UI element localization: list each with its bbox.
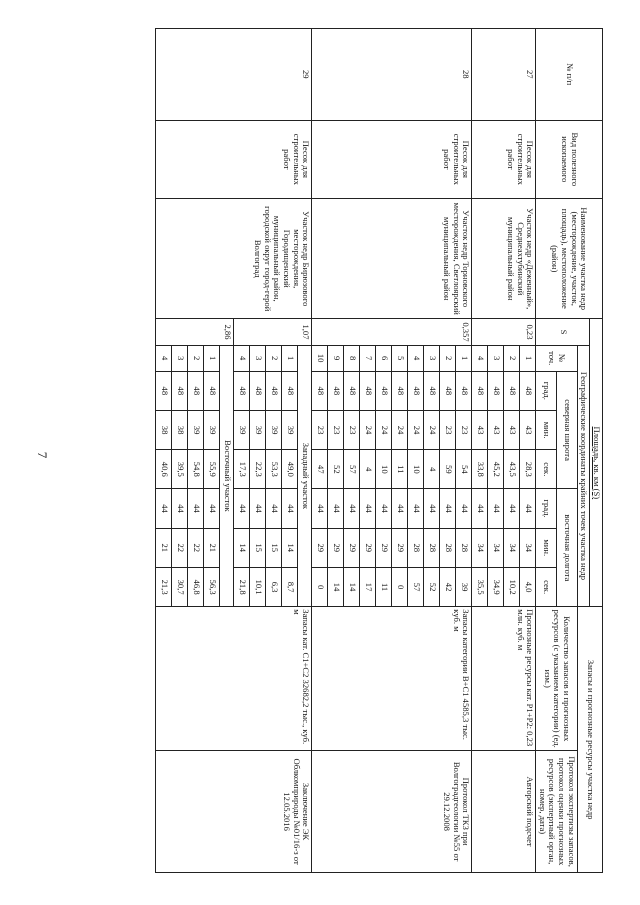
- table-row: [456, 29, 472, 873]
- coord-cell: 28,3: [520, 450, 536, 489]
- coord-cell: 14: [234, 528, 250, 567]
- coord-cell: 4: [408, 345, 424, 371]
- coord-cell: 54: [456, 450, 472, 489]
- coord-cell: 34,9: [488, 567, 504, 606]
- coord-cell: 22,3: [250, 450, 266, 489]
- reserves-protocol: Заключение ЭК Облкомприроды №01/16-з от 12.05.2016: [156, 751, 312, 873]
- coord-cell: 48: [344, 371, 360, 410]
- coord-cell: 48: [440, 371, 456, 410]
- coord-cell: 44: [234, 489, 250, 528]
- coord-cell: 35,5: [472, 567, 488, 606]
- coord-cell: 48: [188, 371, 204, 410]
- coord-cell: 48: [328, 371, 344, 410]
- coord-cell: 17: [360, 567, 376, 606]
- coord-cell: 39: [282, 410, 298, 449]
- coord-cell: 23: [440, 410, 456, 449]
- reserves-protocol: Авторский подсчет: [472, 751, 536, 873]
- coord-cell: 55,9: [204, 450, 220, 489]
- coord-cell: 6: [376, 345, 392, 371]
- coord-cell: 43,5: [504, 450, 520, 489]
- coord-cell: 22: [172, 528, 188, 567]
- coord-cell: 1: [204, 345, 220, 371]
- coord-cell: 52: [424, 567, 440, 606]
- coord-cell: 48: [250, 371, 266, 410]
- coord-cell: 44: [456, 489, 472, 528]
- coord-cell: 44: [488, 489, 504, 528]
- coord-cell: 34: [488, 528, 504, 567]
- header-reserves-group: Запасы и прогнозные ресурсы участка недр: [577, 607, 602, 873]
- coord-cell: 44: [188, 489, 204, 528]
- header-lon-deg: град.: [536, 489, 557, 528]
- header-coords-group: Географические координаты крайних точек участка недр: [577, 345, 590, 607]
- coord-cell: 49,0: [282, 450, 298, 489]
- coord-cell: 29: [328, 528, 344, 567]
- coord-cell: 52: [328, 450, 344, 489]
- site-name: Участок недр Торновского месторождения, Светлоярский муниципальный район: [312, 199, 472, 319]
- coord-cell: 44: [504, 489, 520, 528]
- coord-cell: 8,7: [282, 567, 298, 606]
- section-title: Западный участок: [298, 345, 312, 607]
- area-value: 0,357: [312, 319, 472, 345]
- coord-cell: 10: [376, 450, 392, 489]
- coord-cell: 48: [392, 371, 408, 410]
- coord-cell: 0: [392, 567, 408, 606]
- coord-cell: 44: [392, 489, 408, 528]
- coord-cell: 47: [312, 450, 328, 489]
- coord-cell: 40,6: [156, 450, 172, 489]
- coord-cell: 2: [440, 345, 456, 371]
- coord-cell: 48: [360, 371, 376, 410]
- mineral-type: Песок для строительных работ: [156, 120, 312, 198]
- coord-cell: 44: [520, 489, 536, 528]
- coord-cell: 48: [456, 371, 472, 410]
- coord-cell: 29: [360, 528, 376, 567]
- table-row: [520, 29, 536, 873]
- header-reserves-protocol: Протокол экспертизы запасов, протокол оценки прогнозных ресурсов (экспертный орган, номер, дата): [536, 751, 578, 873]
- coord-cell: 1: [456, 345, 472, 371]
- coord-cell: 21: [204, 528, 220, 567]
- coord-cell: 44: [172, 489, 188, 528]
- coord-cell: 11: [392, 450, 408, 489]
- rotated-table-page: [88, 28, 603, 873]
- coord-cell: 4: [360, 450, 376, 489]
- row-number: 27: [472, 29, 536, 121]
- coord-cell: 4: [424, 450, 440, 489]
- coord-cell: 44: [344, 489, 360, 528]
- coord-cell: 54,8: [188, 450, 204, 489]
- coord-cell: 4: [156, 345, 172, 371]
- coord-cell: 4,0: [520, 567, 536, 606]
- coord-cell: 34: [520, 528, 536, 567]
- coord-cell: 2: [266, 345, 282, 371]
- coord-cell: 10,1: [250, 567, 266, 606]
- coord-cell: 57: [344, 450, 360, 489]
- coord-cell: 10,2: [504, 567, 520, 606]
- coord-cell: 44: [440, 489, 456, 528]
- coord-cell: 44: [424, 489, 440, 528]
- coord-cell: 3: [488, 345, 504, 371]
- coord-cell: 44: [282, 489, 298, 528]
- coord-cell: 44: [360, 489, 376, 528]
- page-number: 7: [35, 451, 50, 459]
- header-lat-sec: сек.: [536, 450, 557, 489]
- header-lon-sec: сек.: [536, 567, 557, 606]
- coord-cell: 23: [344, 410, 360, 449]
- coord-cell: 38: [172, 410, 188, 449]
- area-value: 1,07: [234, 319, 312, 345]
- coord-cell: 0: [312, 567, 328, 606]
- coord-cell: 48: [234, 371, 250, 410]
- section-title: Восточный участок: [220, 345, 234, 607]
- coord-cell: 48: [376, 371, 392, 410]
- header-longitude: восточная долгота: [557, 489, 578, 607]
- coord-cell: 48: [520, 371, 536, 410]
- coord-cell: 53,3: [266, 450, 282, 489]
- row-number: 28: [312, 29, 472, 121]
- coord-cell: 44: [408, 489, 424, 528]
- coord-cell: 48: [488, 371, 504, 410]
- coord-cell: 23: [312, 410, 328, 449]
- coord-cell: 39: [266, 410, 282, 449]
- header-no: № п/п: [536, 29, 603, 121]
- coord-cell: 24: [424, 410, 440, 449]
- header-reserves-quantity: Количество запасов и прогнозных ресурсов (с указанием категории) (ед. изм.): [536, 607, 578, 751]
- coord-cell: 1: [520, 345, 536, 371]
- table-body: [156, 29, 536, 873]
- coord-cell: 14: [344, 567, 360, 606]
- coord-cell: 48: [424, 371, 440, 410]
- coord-cell: 17,3: [234, 450, 250, 489]
- coord-cell: 11: [376, 567, 392, 606]
- coord-cell: 43: [520, 410, 536, 449]
- coord-cell: 39: [234, 410, 250, 449]
- coord-cell: 44: [250, 489, 266, 528]
- coord-cell: 5: [392, 345, 408, 371]
- coord-cell: 29: [312, 528, 328, 567]
- coord-cell: 44: [156, 489, 172, 528]
- reserves-quantity: Запасы кат. С1+С2 32682,2 тыс., куб. м: [156, 607, 312, 751]
- coord-cell: 7: [360, 345, 376, 371]
- coord-cell: 38: [156, 410, 172, 449]
- coord-cell: 29: [376, 528, 392, 567]
- coord-cell: 48: [472, 371, 488, 410]
- area-value: 2,86: [156, 319, 234, 345]
- coord-cell: 39: [456, 567, 472, 606]
- row-number: 29: [156, 29, 312, 121]
- coord-cell: 14: [282, 528, 298, 567]
- mineral-type: Песок для строительных работ: [312, 120, 472, 198]
- coord-cell: 39: [188, 410, 204, 449]
- coord-cell: 48: [312, 371, 328, 410]
- coord-cell: 48: [504, 371, 520, 410]
- coord-cell: 29: [344, 528, 360, 567]
- coord-cell: 30,7: [172, 567, 188, 606]
- area-value: 0,23: [472, 319, 536, 345]
- coord-cell: 2: [188, 345, 204, 371]
- coord-cell: 15: [250, 528, 266, 567]
- section-row: [298, 29, 312, 873]
- subsoil-table: [155, 28, 603, 873]
- coord-cell: 44: [312, 489, 328, 528]
- site-name: Участок недр Бирюзового месторождения, Городищенский муниципальный район, городской округ город-герой Волгоград: [156, 199, 312, 319]
- coord-cell: 24: [360, 410, 376, 449]
- coord-cell: 8: [344, 345, 360, 371]
- coord-cell: 21,3: [156, 567, 172, 606]
- coord-cell: 44: [472, 489, 488, 528]
- coord-cell: 1: [282, 345, 298, 371]
- coord-cell: 15: [266, 528, 282, 567]
- coord-cell: 48: [408, 371, 424, 410]
- coord-cell: 43: [488, 410, 504, 449]
- header-mineral: Вид полезного ископаемого: [536, 120, 603, 198]
- coord-cell: 3: [250, 345, 266, 371]
- coord-cell: 24: [392, 410, 408, 449]
- coord-cell: 10: [408, 450, 424, 489]
- coord-cell: 48: [204, 371, 220, 410]
- site-name: Участок недр «Деженный», Среднеахтубинский муниципальный район: [472, 199, 536, 319]
- coord-cell: 57: [408, 567, 424, 606]
- coord-cell: 4: [234, 345, 250, 371]
- coord-cell: 44: [204, 489, 220, 528]
- coord-cell: 6,3: [266, 567, 282, 606]
- coord-cell: 29: [392, 528, 408, 567]
- coord-cell: 4: [472, 345, 488, 371]
- coord-cell: 39: [250, 410, 266, 449]
- coord-cell: 14: [328, 567, 344, 606]
- header-lon-min: мин.: [536, 528, 557, 567]
- coord-cell: 43: [472, 410, 488, 449]
- coord-cell: 48: [172, 371, 188, 410]
- coord-cell: 28: [424, 528, 440, 567]
- coord-cell: 22: [188, 528, 204, 567]
- coord-cell: 10: [312, 345, 328, 371]
- coord-cell: 56,3: [204, 567, 220, 606]
- reserves-quantity: Запасы категории B+C1 4585,3 тыс. куб. м: [312, 607, 472, 751]
- coord-cell: 23: [456, 410, 472, 449]
- coord-cell: 48: [266, 371, 282, 410]
- coord-cell: 39: [204, 410, 220, 449]
- header-point: № точ.: [536, 345, 578, 371]
- coord-cell: 21: [156, 528, 172, 567]
- coord-cell: 42: [440, 567, 456, 606]
- coord-cell: 46,8: [188, 567, 204, 606]
- coord-cell: 28: [440, 528, 456, 567]
- reserves-quantity: Прогнозные ресурсы кат. Р1+Р2: 0,23 млн. куб. м: [472, 607, 536, 751]
- coord-cell: 2: [504, 345, 520, 371]
- coord-cell: 44: [328, 489, 344, 528]
- coord-cell: 28: [456, 528, 472, 567]
- coord-cell: 23: [328, 410, 344, 449]
- coord-cell: 34: [504, 528, 520, 567]
- coord-cell: 3: [424, 345, 440, 371]
- coord-cell: 45,2: [488, 450, 504, 489]
- coord-cell: 39,5: [172, 450, 188, 489]
- coord-cell: 28: [408, 528, 424, 567]
- coord-cell: 33,8: [472, 450, 488, 489]
- header-area-group: Площадь, кв. км (S): [590, 319, 603, 607]
- header-latitude: северная широта: [557, 371, 578, 489]
- coord-cell: 43: [504, 410, 520, 449]
- coord-cell: 48: [282, 371, 298, 410]
- coord-cell: 59: [440, 450, 456, 489]
- coord-cell: 24: [376, 410, 392, 449]
- coord-cell: 48: [156, 371, 172, 410]
- header-lat-min: мин.: [536, 410, 557, 449]
- coord-cell: 3: [172, 345, 188, 371]
- coord-cell: 44: [266, 489, 282, 528]
- coord-cell: 21,8: [234, 567, 250, 606]
- header-lat-deg: град.: [536, 371, 557, 410]
- header-name: Наименование участка недр (месторождение, участок, площадь), местоположение (район): [536, 199, 603, 319]
- coord-cell: 9: [328, 345, 344, 371]
- header-s: S: [536, 319, 590, 345]
- coord-cell: 44: [376, 489, 392, 528]
- reserves-protocol: Протокол ТКЗ при Волгоградгеологии №55 от 29.12.2008: [312, 751, 472, 873]
- coord-cell: 34: [472, 528, 488, 567]
- coord-cell: 24: [408, 410, 424, 449]
- mineral-type: Песок для строительных работ: [472, 120, 536, 198]
